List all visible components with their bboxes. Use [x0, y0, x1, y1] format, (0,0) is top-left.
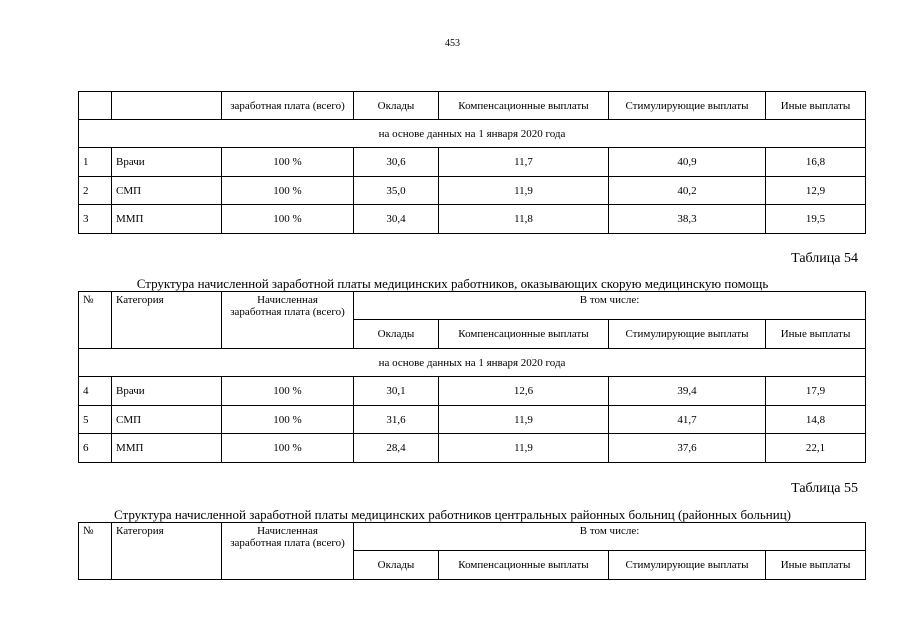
cell-incentive: 40,9: [609, 148, 766, 177]
cell-compensation: 11,9: [439, 177, 609, 205]
table-54: [78, 291, 866, 463]
subheader-row: [79, 349, 866, 377]
cell-salary: 30,4: [354, 205, 439, 234]
cell-total: 100 %: [222, 148, 354, 177]
cell-total: 100 %: [222, 205, 354, 234]
table-header-row: [79, 292, 866, 320]
cell-compensation: 11,9: [439, 406, 609, 434]
cell-salary: 31,6: [354, 406, 439, 434]
header-other: Иные выплаты: [766, 92, 866, 120]
header-incentive: Стимулирующие выплаты: [609, 92, 766, 120]
subheader-cell: на основе данных на 1 января 2020 года: [79, 349, 866, 377]
table-54-title: Структура начисленной заработной платы медицинских работников, оказывающих скорую медицинскую помощь: [136, 276, 769, 291]
cell-no: 3: [79, 205, 112, 234]
header-total: заработная плата (всего): [222, 92, 354, 120]
cell-total: 100 %: [222, 434, 354, 463]
table-54-label: Таблица 54: [791, 251, 858, 266]
header-salary: Оклады: [354, 551, 439, 580]
table-55-label: Таблица 55: [791, 481, 858, 496]
header-total-line1: Начисленная: [257, 294, 318, 306]
cell-other: 14,8: [766, 406, 866, 434]
cell-compensation: 11,9: [439, 434, 609, 463]
cell-salary: 35,0: [354, 177, 439, 205]
header-total-line2: заработная плата (всего): [230, 537, 345, 549]
header-cell-empty: [112, 92, 222, 120]
cell-no: 1: [79, 148, 112, 177]
header-no: №: [79, 292, 112, 349]
subheader-row: [79, 120, 866, 148]
header-total-line2: заработная плата (всего): [230, 306, 345, 318]
cell-compensation: 12,6: [439, 377, 609, 406]
header-total-line1: Начисленная: [257, 525, 318, 537]
cell-other: 16,8: [766, 148, 866, 177]
cell-other: 17,9: [766, 377, 866, 406]
table-row: [79, 148, 866, 177]
cell-category: ММП: [112, 434, 222, 463]
cell-category: СМП: [112, 406, 222, 434]
cell-category: ММП: [112, 205, 222, 234]
cell-other: 22,1: [766, 434, 866, 463]
header-other: Иные выплаты: [766, 551, 866, 580]
table-55: [78, 522, 866, 580]
table-continued: [78, 91, 866, 234]
header-no: №: [79, 523, 112, 580]
table-header-row: [79, 523, 866, 551]
header-incentive: Стимулирующие выплаты: [609, 320, 766, 349]
cell-incentive: 37,6: [609, 434, 766, 463]
header-category: Категория: [112, 523, 222, 580]
subheader-cell: на основе данных на 1 января 2020 года: [79, 120, 866, 148]
cell-salary: 30,1: [354, 377, 439, 406]
header-compensation: Компенсационные выплаты: [439, 551, 609, 580]
cell-category: Врачи: [112, 377, 222, 406]
header-incentive: Стимулирующие выплаты: [609, 551, 766, 580]
table-row: [79, 177, 866, 205]
cell-category: Врачи: [112, 148, 222, 177]
cell-incentive: 39,4: [609, 377, 766, 406]
header-total: [222, 523, 354, 580]
cell-no: 6: [79, 434, 112, 463]
table-row: [79, 377, 866, 406]
table-header-row: [79, 92, 866, 120]
header-compensation: Компенсационные выплаты: [439, 320, 609, 349]
cell-total: 100 %: [222, 406, 354, 434]
cell-total: 100 %: [222, 177, 354, 205]
table-row: [79, 205, 866, 234]
cell-compensation: 11,8: [439, 205, 609, 234]
header-cell-empty: [79, 92, 112, 120]
table-row: [79, 434, 866, 463]
header-salary: Оклады: [354, 320, 439, 349]
cell-no: 4: [79, 377, 112, 406]
header-total: [222, 292, 354, 349]
cell-other: 12,9: [766, 177, 866, 205]
cell-compensation: 11,7: [439, 148, 609, 177]
cell-no: 5: [79, 406, 112, 434]
header-salary: Оклады: [354, 92, 439, 120]
page-number: 453: [445, 38, 460, 49]
cell-no: 2: [79, 177, 112, 205]
cell-incentive: 41,7: [609, 406, 766, 434]
cell-other: 19,5: [766, 205, 866, 234]
header-compensation: Компенсационные выплаты: [439, 92, 609, 120]
cell-salary: 30,6: [354, 148, 439, 177]
header-including: В том числе:: [354, 292, 866, 320]
header-category: Категория: [112, 292, 222, 349]
table-55-title: Структура начисленной заработной платы медицинских работников центральных районных больниц (районных больниц): [114, 507, 791, 522]
cell-incentive: 38,3: [609, 205, 766, 234]
header-including: В том числе:: [354, 523, 866, 551]
cell-total: 100 %: [222, 377, 354, 406]
cell-incentive: 40,2: [609, 177, 766, 205]
table-row: [79, 406, 866, 434]
header-other: Иные выплаты: [766, 320, 866, 349]
cell-salary: 28,4: [354, 434, 439, 463]
cell-category: СМП: [112, 177, 222, 205]
